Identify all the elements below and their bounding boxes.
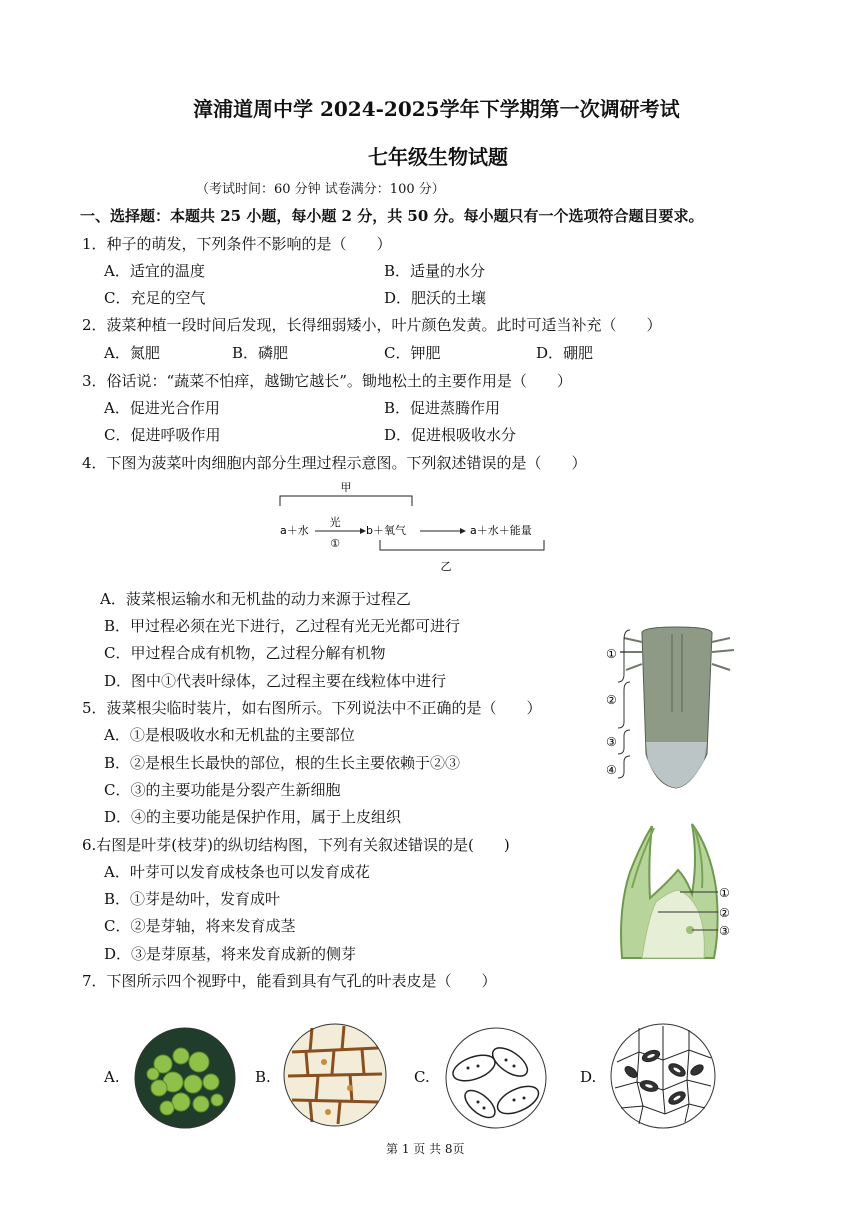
q5-option-a[interactable]: A．①是根吸收水和无机盐的主要部位 (104, 726, 355, 744)
q6-option-b[interactable]: B．①芽是幼叶，发育成叶 (104, 890, 281, 908)
label-guang: 光 (329, 516, 341, 529)
view-c-background (446, 1028, 546, 1128)
q1-option-c[interactable]: C．充足的空气 (104, 289, 206, 307)
label-yi: 乙 (440, 560, 452, 573)
bud-label-3: ③ (719, 924, 730, 938)
label-circle-1: ① (330, 537, 340, 550)
q5-option-d[interactable]: D．④的主要功能是保护作用，属于上皮组织 (104, 808, 402, 826)
q7-option-d[interactable]: D. (580, 1068, 597, 1086)
root-label-3: ③ (606, 735, 617, 749)
question-3-stem: 3．俗话说：“蔬菜不怕痒，越锄它越长”。锄地松土的主要作用是（ ） (82, 372, 572, 390)
q5-option-b[interactable]: B．②是根生长最快的部位，根的生长主要依赖于②③ (104, 754, 461, 772)
q4-option-c[interactable]: C．甲过程合成有机物，乙过程分解有机物 (104, 644, 386, 662)
bracket-jia (280, 496, 412, 506)
q3-option-c[interactable]: C．促进呼吸作用 (104, 426, 221, 444)
q4-option-b[interactable]: B．甲过程必须在光下进行，乙过程有光无光都可进行 (104, 617, 461, 635)
q3-option-a[interactable]: A．促进光合作用 (104, 399, 220, 417)
exam-info: （考试时间：60 分钟 试卷满分：100 分） (196, 182, 445, 197)
label-jia: 甲 (340, 481, 352, 494)
question-1-stem: 1．种子的萌发，下列条件不影响的是（ ） (82, 235, 392, 253)
q2-option-d[interactable]: D．硼肥 (536, 344, 594, 362)
root-label-2: ② (606, 693, 617, 707)
q4-option-d[interactable]: D．图中①代表叶绿体，乙过程主要在线粒体中进行 (104, 672, 447, 690)
page-footer: 第 1 页 共 8页 (386, 1142, 465, 1156)
bud-label-1: ① (719, 886, 730, 900)
paper-subtitle: 七年级生物试题 (368, 145, 508, 169)
question-5-stem: 5．菠菜根尖临时装片，如右图所示。下列说法中不正确的是（ ） (82, 699, 542, 717)
q1-option-d[interactable]: D．肥沃的土壤 (384, 289, 487, 307)
brace-4 (618, 756, 630, 778)
question-4-stem: 4．下图为菠菜叶肉细胞内部分生理过程示意图。下列叙述错误的是（ ） (82, 454, 587, 472)
bud-label-2: ② (719, 906, 730, 920)
q2-option-b[interactable]: B．磷肥 (232, 344, 289, 362)
root-label-4: ④ (606, 763, 617, 777)
q7-option-c[interactable]: C. (414, 1068, 430, 1086)
view-a-image (133, 1026, 237, 1130)
view-b-image (282, 1022, 388, 1128)
q7-option-a[interactable]: A. (104, 1068, 120, 1086)
q3-option-b[interactable]: B．促进蒸腾作用 (384, 399, 501, 417)
view-c-image (444, 1026, 548, 1130)
q2-option-c[interactable]: C．钾肥 (384, 344, 441, 362)
q7-option-b[interactable]: B. (255, 1068, 271, 1086)
photosynthesis-respiration-diagram (270, 476, 560, 576)
section-heading: 一、选择题：本题共 25 小题，每小题 2 分，共 50 分。每小题只有一个选项符合题目要求。 (80, 207, 704, 225)
q2-option-a[interactable]: A．氮肥 (104, 344, 160, 362)
arrow-head-yi (460, 528, 466, 534)
question-7-stem: 7．下图所示四个视野中，能看到具有气孔的叶表皮是（ ） (82, 972, 497, 990)
q1-option-b[interactable]: B．适量的水分 (384, 262, 486, 280)
brace-2 (618, 682, 630, 728)
leaf-bud-figure (608, 818, 742, 964)
q6-option-a[interactable]: A．叶芽可以发育成枝条也可以发育成花 (104, 863, 370, 881)
label-middle-products: b＋氧气 (366, 524, 406, 537)
q6-option-c[interactable]: C．②是芽轴，将来发育成茎 (104, 917, 296, 935)
q3-option-d[interactable]: D．促进根吸收水分 (384, 426, 517, 444)
q6-option-d[interactable]: D．③是芽原基，将来发育成新的侧芽 (104, 945, 357, 963)
exam-title: 漳浦道周中学 2024-2025学年下学期第一次调研考试 (193, 97, 680, 121)
root-label-1: ① (606, 647, 617, 661)
q1-option-a[interactable]: A．适宜的温度 (104, 262, 205, 280)
label-left-reactants: a＋水 (280, 524, 309, 537)
root-cap (646, 742, 707, 788)
q4-option-a[interactable]: A．菠菜根运输水和无机盐的动力来源于过程乙 (100, 590, 411, 608)
label-right-products: a＋水＋能量 (470, 524, 532, 537)
question-2-stem: 2．菠菜种植一段时间后发现，长得细弱矮小，叶片颜色发黄。此时可适当补充（ ） (82, 316, 662, 334)
brace-3 (618, 730, 630, 754)
bracket-yi (380, 540, 544, 550)
q5-option-c[interactable]: C．③的主要功能是分裂产生新细胞 (104, 781, 341, 799)
question-6-stem: 6.右图是叶芽(枝芽)的纵切结构图，下列有关叙述错误的是( ) (82, 836, 510, 854)
root-tip-figure (604, 622, 744, 794)
view-d-image (609, 1022, 717, 1130)
brace-1 (618, 630, 630, 682)
